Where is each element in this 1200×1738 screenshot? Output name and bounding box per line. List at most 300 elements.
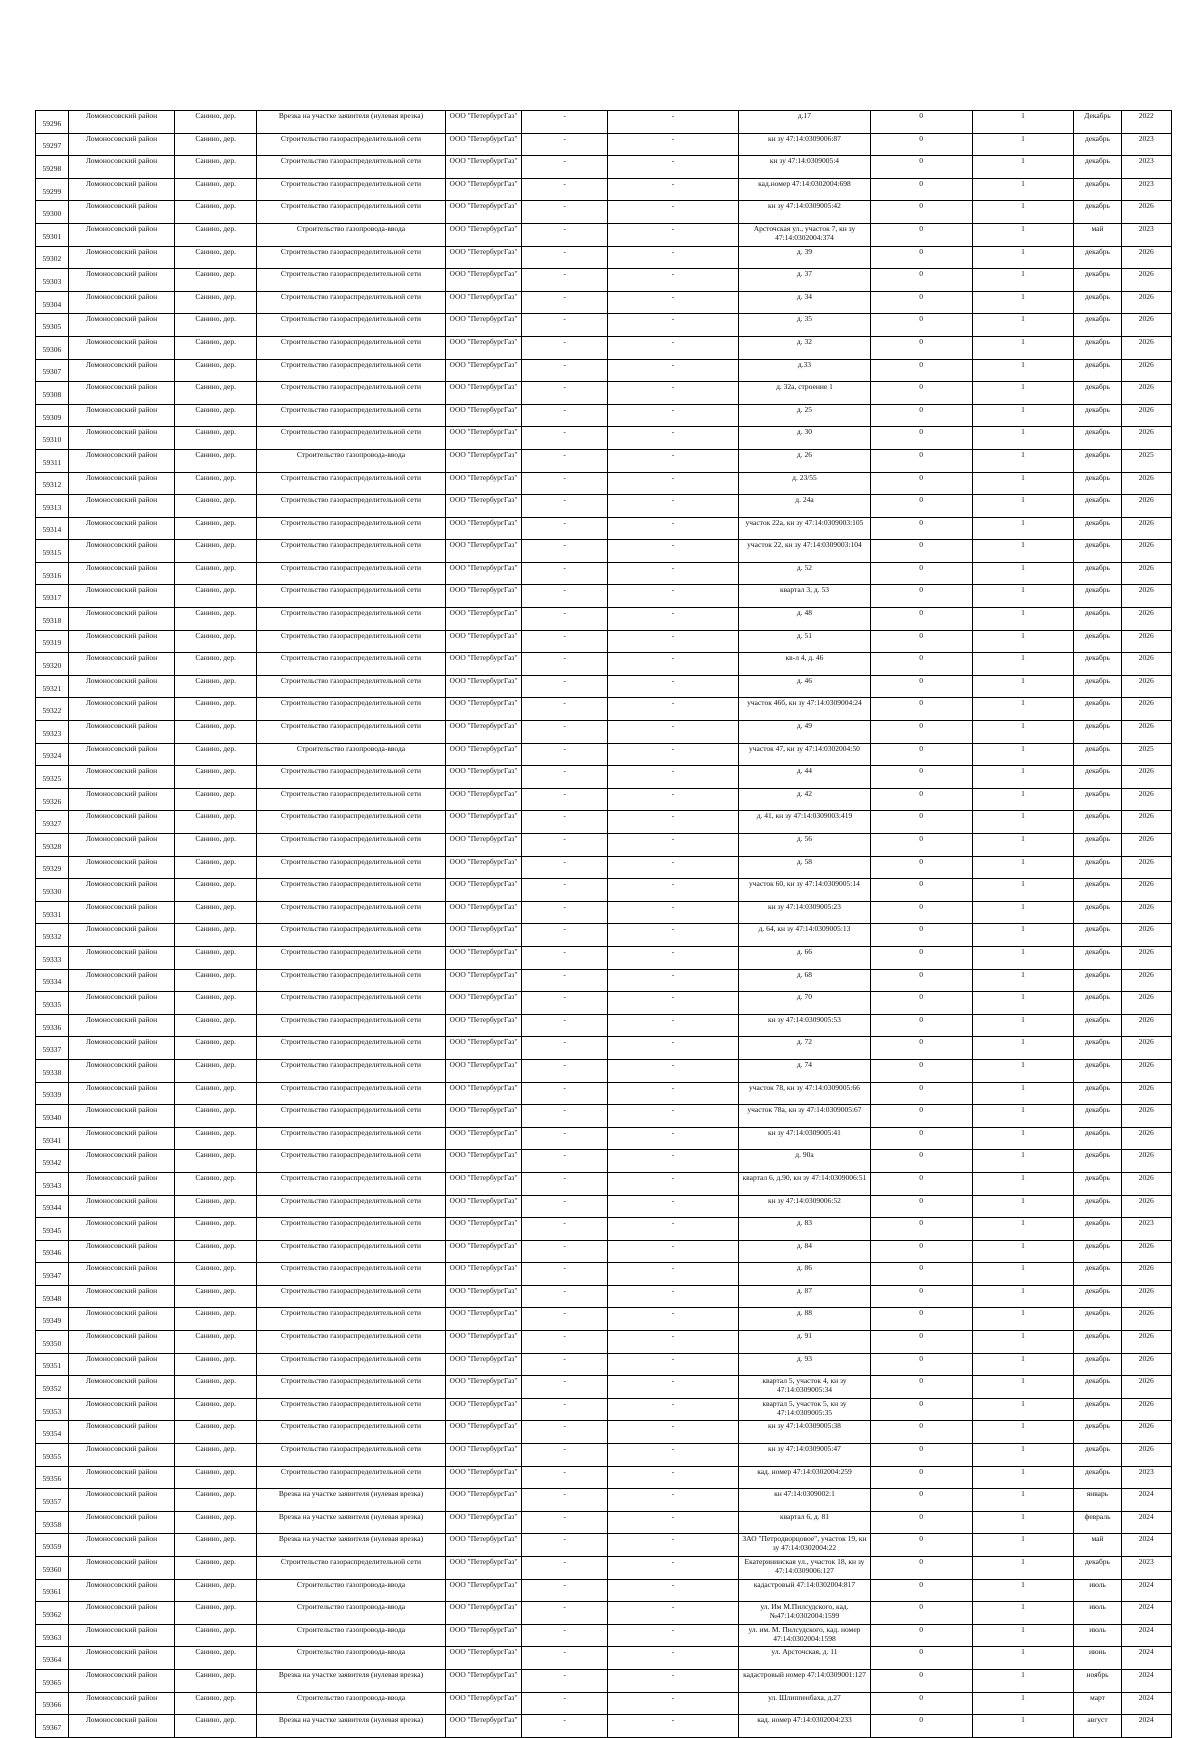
value-zero-cell: 0 — [870, 1353, 972, 1376]
address-cell: участок 47, кн зу 47:14:0302004:50 — [739, 743, 870, 766]
settlement-cell: Санино, дер. — [175, 1466, 257, 1489]
district-cell: Ломоносовский район — [68, 879, 174, 902]
value-zero-cell: 0 — [870, 1602, 972, 1625]
value-one-cell: 1 — [972, 1285, 1074, 1308]
address-cell: д. 32 — [739, 336, 870, 359]
address-cell: ул. Шлиппенбаха, д.27 — [739, 1692, 870, 1715]
row-number-cell: 59335 — [36, 992, 69, 1015]
value-one-cell: 1 — [972, 856, 1074, 879]
table-row — [36, 992, 1172, 1015]
work-type-cell: Строительство газораспределительной сети — [257, 698, 445, 721]
settlement-cell: Санино, дер. — [175, 1014, 257, 1037]
settlement-cell: Санино, дер. — [175, 1331, 257, 1354]
value-one-cell: 1 — [972, 811, 1074, 834]
district-cell: Ломоносовский район — [68, 1150, 174, 1173]
table-row — [36, 517, 1172, 540]
organization-cell: ООО "ПетербургГаз" — [445, 156, 522, 179]
district-cell: Ломоносовский район — [68, 743, 174, 766]
organization-cell: ООО "ПетербургГаз" — [445, 495, 522, 518]
value-zero-cell: 0 — [870, 1624, 972, 1647]
organization-cell: ООО "ПетербургГаз" — [445, 721, 522, 744]
table-row — [36, 1331, 1172, 1354]
dash-col-b-cell: - — [607, 156, 738, 179]
district-cell: Ломоносовский район — [68, 969, 174, 992]
settlement-cell: Санино, дер. — [175, 1059, 257, 1082]
settlement-cell: Санино, дер. — [175, 336, 257, 359]
dash-col-a-cell: - — [522, 721, 607, 744]
dash-col-a-cell: - — [522, 969, 607, 992]
district-cell: Ломоносовский район — [68, 1602, 174, 1625]
month-cell: декабрь — [1074, 743, 1121, 766]
row-number-cell: 59311 — [36, 449, 69, 472]
value-zero-cell: 0 — [870, 359, 972, 382]
organization-cell: ООО "ПетербургГаз" — [445, 472, 522, 495]
table-row — [36, 811, 1172, 834]
value-one-cell: 1 — [972, 246, 1074, 269]
settlement-cell: Санино, дер. — [175, 540, 257, 563]
district-cell: Ломоносовский район — [68, 449, 174, 472]
value-zero-cell: 0 — [870, 540, 972, 563]
value-zero-cell: 0 — [870, 1195, 972, 1218]
district-cell: Ломоносовский район — [68, 336, 174, 359]
year-cell: 2026 — [1121, 1014, 1171, 1037]
settlement-cell: Санино, дер. — [175, 1172, 257, 1195]
work-type-cell: Строительство газораспределительной сети — [257, 1105, 445, 1128]
address-cell: д. 48 — [739, 608, 870, 631]
value-one-cell: 1 — [972, 834, 1074, 857]
address-cell: участок 46б, кн зу 47:14:0309004:24 — [739, 698, 870, 721]
address-cell: д. 93 — [739, 1353, 870, 1376]
dash-col-b-cell: - — [607, 1082, 738, 1105]
row-number-cell: 59364 — [36, 1647, 69, 1670]
dash-col-a-cell: - — [522, 811, 607, 834]
dash-col-a-cell: - — [522, 1466, 607, 1489]
dash-col-a-cell: - — [522, 1240, 607, 1263]
address-cell: д. 90а — [739, 1150, 870, 1173]
month-cell: декабрь — [1074, 246, 1121, 269]
value-one-cell: 1 — [972, 1376, 1074, 1399]
row-number-cell: 59301 — [36, 223, 69, 246]
work-type-cell: Строительство газораспределительной сети — [257, 1308, 445, 1331]
work-type-cell: Строительство газораспределительной сети — [257, 630, 445, 653]
address-cell: кн зу 47:14:0309005:47 — [739, 1444, 870, 1467]
organization-cell: ООО "ПетербургГаз" — [445, 811, 522, 834]
value-zero-cell: 0 — [870, 1421, 972, 1444]
dash-col-a-cell: - — [522, 1285, 607, 1308]
organization-cell: ООО "ПетербургГаз" — [445, 1037, 522, 1060]
dash-col-a-cell: - — [522, 178, 607, 201]
year-cell: 2026 — [1121, 766, 1171, 789]
value-zero-cell: 0 — [870, 404, 972, 427]
organization-cell: ООО "ПетербургГаз" — [445, 1602, 522, 1625]
value-one-cell: 1 — [972, 585, 1074, 608]
value-zero-cell: 0 — [870, 1308, 972, 1331]
month-cell: декабрь — [1074, 1331, 1121, 1354]
row-number-cell: 59337 — [36, 1037, 69, 1060]
organization-cell: ООО "ПетербургГаз" — [445, 1127, 522, 1150]
organization-cell: ООО "ПетербургГаз" — [445, 111, 522, 134]
dash-col-b-cell: - — [607, 246, 738, 269]
settlement-cell: Санино, дер. — [175, 630, 257, 653]
value-one-cell: 1 — [972, 1511, 1074, 1534]
dash-col-a-cell: - — [522, 291, 607, 314]
dash-col-b-cell: - — [607, 901, 738, 924]
address-cell: кв-л 4, д. 46 — [739, 653, 870, 676]
year-cell: 2023 — [1121, 133, 1171, 156]
month-cell: декабрь — [1074, 1557, 1121, 1580]
table-row — [36, 133, 1172, 156]
value-one-cell: 1 — [972, 1669, 1074, 1692]
address-cell: д. 68 — [739, 969, 870, 992]
value-one-cell: 1 — [972, 1421, 1074, 1444]
work-type-cell: Строительство газораспределительной сети — [257, 1466, 445, 1489]
table-row — [36, 969, 1172, 992]
dash-col-b-cell: - — [607, 766, 738, 789]
address-cell: кн 47:14:0309002:1 — [739, 1489, 870, 1512]
month-cell: декабрь — [1074, 1082, 1121, 1105]
work-type-cell: Строительство газораспределительной сети — [257, 1218, 445, 1241]
row-number-cell: 59299 — [36, 178, 69, 201]
table-row — [36, 562, 1172, 585]
settlement-cell: Санино, дер. — [175, 314, 257, 337]
value-zero-cell: 0 — [870, 901, 972, 924]
district-cell: Ломоносовский район — [68, 1285, 174, 1308]
organization-cell: ООО "ПетербургГаз" — [445, 1331, 522, 1354]
month-cell: июнь — [1074, 1647, 1121, 1670]
value-zero-cell: 0 — [870, 1557, 972, 1580]
year-cell: 2026 — [1121, 608, 1171, 631]
work-type-cell: Строительство газораспределительной сети — [257, 336, 445, 359]
settlement-cell: Санино, дер. — [175, 1195, 257, 1218]
dash-col-b-cell: - — [607, 178, 738, 201]
work-type-cell: Строительство газораспределительной сети — [257, 1240, 445, 1263]
address-cell: д.33 — [739, 359, 870, 382]
district-cell: Ломоносовский район — [68, 992, 174, 1015]
dash-col-b-cell: - — [607, 653, 738, 676]
address-cell: д. 52 — [739, 562, 870, 585]
value-zero-cell: 0 — [870, 1669, 972, 1692]
year-cell: 2024 — [1121, 1715, 1171, 1738]
value-one-cell: 1 — [972, 336, 1074, 359]
dash-col-b-cell: - — [607, 1105, 738, 1128]
year-cell: 2026 — [1121, 585, 1171, 608]
work-type-cell: Строительство газораспределительной сети — [257, 382, 445, 405]
dash-col-b-cell: - — [607, 969, 738, 992]
district-cell: Ломоносовский район — [68, 675, 174, 698]
value-one-cell: 1 — [972, 111, 1074, 134]
value-one-cell: 1 — [972, 1624, 1074, 1647]
organization-cell: ООО "ПетербургГаз" — [445, 788, 522, 811]
month-cell: декабрь — [1074, 1105, 1121, 1128]
value-one-cell: 1 — [972, 1127, 1074, 1150]
address-cell: Арсточская ул., участок 7, кн зу 47:14:0302004:374 — [739, 223, 870, 246]
organization-cell: ООО "ПетербургГаз" — [445, 359, 522, 382]
month-cell: декабрь — [1074, 269, 1121, 292]
address-cell: д. 37 — [739, 269, 870, 292]
work-type-cell: Строительство газопровода-ввода — [257, 1647, 445, 1670]
value-zero-cell: 0 — [870, 336, 972, 359]
work-type-cell: Строительство газораспределительной сети — [257, 1421, 445, 1444]
row-number-cell: 59322 — [36, 698, 69, 721]
dash-col-b-cell: - — [607, 1195, 738, 1218]
dash-col-b-cell: - — [607, 223, 738, 246]
row-number-cell: 59360 — [36, 1557, 69, 1580]
year-cell: 2026 — [1121, 201, 1171, 224]
value-one-cell: 1 — [972, 404, 1074, 427]
settlement-cell: Санино, дер. — [175, 946, 257, 969]
address-cell: ул. Им М.Пилсудского, кад. №47:14:0302004:1599 — [739, 1602, 870, 1625]
dash-col-b-cell: - — [607, 1127, 738, 1150]
dash-col-a-cell: - — [522, 1353, 607, 1376]
month-cell: ноябрь — [1074, 1669, 1121, 1692]
table-row — [36, 743, 1172, 766]
table-row — [36, 1218, 1172, 1241]
year-cell: 2026 — [1121, 1285, 1171, 1308]
year-cell: 2023 — [1121, 178, 1171, 201]
month-cell: декабрь — [1074, 517, 1121, 540]
table-row — [36, 1647, 1172, 1670]
dash-col-b-cell: - — [607, 946, 738, 969]
value-one-cell: 1 — [972, 449, 1074, 472]
value-zero-cell: 0 — [870, 1647, 972, 1670]
year-cell: 2026 — [1121, 246, 1171, 269]
value-zero-cell: 0 — [870, 1014, 972, 1037]
address-cell: д. 23/55 — [739, 472, 870, 495]
table-row — [36, 1376, 1172, 1399]
value-zero-cell: 0 — [870, 223, 972, 246]
settlement-cell: Санино, дер. — [175, 359, 257, 382]
address-cell: кн зу 47:14:0309006:87 — [739, 133, 870, 156]
month-cell: декабрь — [1074, 1127, 1121, 1150]
address-cell: квартал 5, участок 4, кн зу 47:14:0309005:34 — [739, 1376, 870, 1399]
dash-col-b-cell: - — [607, 382, 738, 405]
value-zero-cell: 0 — [870, 1218, 972, 1241]
work-type-cell: Строительство газораспределительной сети — [257, 1037, 445, 1060]
settlement-cell: Санино, дер. — [175, 111, 257, 134]
settlement-cell: Санино, дер. — [175, 1624, 257, 1647]
dash-col-a-cell: - — [522, 1489, 607, 1512]
settlement-cell: Санино, дер. — [175, 1398, 257, 1421]
dash-col-a-cell: - — [522, 879, 607, 902]
month-cell: декабрь — [1074, 630, 1121, 653]
dash-col-a-cell: - — [522, 427, 607, 450]
work-type-cell: Врезка на участке заявителя (нулевая врезка) — [257, 111, 445, 134]
dash-col-a-cell: - — [522, 1014, 607, 1037]
row-number-cell: 59333 — [36, 946, 69, 969]
organization-cell: ООО "ПетербургГаз" — [445, 1285, 522, 1308]
value-one-cell: 1 — [972, 698, 1074, 721]
month-cell: Декабрь — [1074, 111, 1121, 134]
table-row — [36, 291, 1172, 314]
row-number-cell: 59346 — [36, 1240, 69, 1263]
settlement-cell: Санино, дер. — [175, 427, 257, 450]
value-zero-cell: 0 — [870, 1240, 972, 1263]
value-zero-cell: 0 — [870, 608, 972, 631]
dash-col-b-cell: - — [607, 1579, 738, 1602]
district-cell: Ломоносовский район — [68, 111, 174, 134]
row-number-cell: 59313 — [36, 495, 69, 518]
address-cell: д. 30 — [739, 427, 870, 450]
organization-cell: ООО "ПетербургГаз" — [445, 1692, 522, 1715]
value-zero-cell: 0 — [870, 427, 972, 450]
organization-cell: ООО "ПетербургГаз" — [445, 1172, 522, 1195]
work-type-cell: Строительство газораспределительной сети — [257, 201, 445, 224]
row-number-cell: 59316 — [36, 562, 69, 585]
year-cell: 2023 — [1121, 223, 1171, 246]
dash-col-a-cell: - — [522, 1172, 607, 1195]
settlement-cell: Санино, дер. — [175, 1353, 257, 1376]
district-cell: Ломоносовский район — [68, 1376, 174, 1399]
month-cell: декабрь — [1074, 156, 1121, 179]
settlement-cell: Санино, дер. — [175, 1489, 257, 1512]
dash-col-a-cell: - — [522, 495, 607, 518]
year-cell: 2026 — [1121, 1127, 1171, 1150]
year-cell: 2026 — [1121, 1398, 1171, 1421]
month-cell: декабрь — [1074, 766, 1121, 789]
table-row — [36, 788, 1172, 811]
year-cell: 2025 — [1121, 449, 1171, 472]
address-cell: кад.номер 47:14:0302004:698 — [739, 178, 870, 201]
work-type-cell: Строительство газораспределительной сети — [257, 517, 445, 540]
dash-col-a-cell: - — [522, 1218, 607, 1241]
year-cell: 2023 — [1121, 1557, 1171, 1580]
row-number-cell: 59317 — [36, 585, 69, 608]
work-type-cell: Строительство газораспределительной сети — [257, 992, 445, 1015]
district-cell: Ломоносовский район — [68, 698, 174, 721]
year-cell: 2026 — [1121, 992, 1171, 1015]
value-one-cell: 1 — [972, 901, 1074, 924]
table-row — [36, 201, 1172, 224]
settlement-cell: Санино, дер. — [175, 924, 257, 947]
row-number-cell: 59298 — [36, 156, 69, 179]
settlement-cell: Санино, дер. — [175, 811, 257, 834]
value-zero-cell: 0 — [870, 517, 972, 540]
work-type-cell: Строительство газораспределительной сети — [257, 1082, 445, 1105]
dash-col-b-cell: - — [607, 291, 738, 314]
dash-col-a-cell: - — [522, 675, 607, 698]
row-number-cell: 59349 — [36, 1308, 69, 1331]
value-one-cell: 1 — [972, 517, 1074, 540]
value-one-cell: 1 — [972, 1715, 1074, 1738]
table-row — [36, 1037, 1172, 1060]
work-type-cell: Строительство газораспределительной сети — [257, 246, 445, 269]
work-type-cell: Строительство газораспределительной сети — [257, 562, 445, 585]
value-one-cell: 1 — [972, 1331, 1074, 1354]
dash-col-b-cell: - — [607, 1376, 738, 1399]
dash-col-b-cell: - — [607, 111, 738, 134]
work-type-cell: Строительство газораспределительной сети — [257, 359, 445, 382]
district-cell: Ломоносовский район — [68, 630, 174, 653]
table-row — [36, 1195, 1172, 1218]
dash-col-b-cell: - — [607, 1715, 738, 1738]
table-row — [36, 1014, 1172, 1037]
row-number-cell: 59340 — [36, 1105, 69, 1128]
year-cell: 2026 — [1121, 1421, 1171, 1444]
dash-col-b-cell: - — [607, 359, 738, 382]
district-cell: Ломоносовский район — [68, 585, 174, 608]
dash-col-b-cell: - — [607, 449, 738, 472]
organization-cell: ООО "ПетербургГаз" — [445, 1240, 522, 1263]
work-type-cell: Строительство газораспределительной сети — [257, 1195, 445, 1218]
settlement-cell: Санино, дер. — [175, 1263, 257, 1286]
organization-cell: ООО "ПетербургГаз" — [445, 992, 522, 1015]
district-cell: Ломоносовский район — [68, 901, 174, 924]
dash-col-b-cell: - — [607, 540, 738, 563]
table-row — [36, 766, 1172, 789]
dash-col-a-cell: - — [522, 133, 607, 156]
table-row — [36, 698, 1172, 721]
year-cell: 2026 — [1121, 924, 1171, 947]
dash-col-b-cell: - — [607, 992, 738, 1015]
dash-col-b-cell: - — [607, 1014, 738, 1037]
row-number-cell: 59327 — [36, 811, 69, 834]
dash-col-a-cell: - — [522, 472, 607, 495]
address-cell: кн зу 47:14:0309005:41 — [739, 1127, 870, 1150]
work-type-cell: Строительство газораспределительной сети — [257, 495, 445, 518]
year-cell: 2026 — [1121, 811, 1171, 834]
table-row — [36, 1466, 1172, 1489]
dash-col-b-cell: - — [607, 1263, 738, 1286]
value-one-cell: 1 — [972, 1059, 1074, 1082]
table-row — [36, 1421, 1172, 1444]
value-zero-cell: 0 — [870, 743, 972, 766]
settlement-cell: Санино, дер. — [175, 246, 257, 269]
work-type-cell: Строительство газораспределительной сети — [257, 404, 445, 427]
dash-col-b-cell: - — [607, 1534, 738, 1557]
district-cell: Ломоносовский район — [68, 1037, 174, 1060]
value-one-cell: 1 — [972, 1647, 1074, 1670]
year-cell: 2026 — [1121, 269, 1171, 292]
value-one-cell: 1 — [972, 495, 1074, 518]
row-number-cell: 59359 — [36, 1534, 69, 1557]
month-cell: май — [1074, 1534, 1121, 1557]
value-zero-cell: 0 — [870, 1489, 972, 1512]
table-row — [36, 1150, 1172, 1173]
settlement-cell: Санино, дер. — [175, 1669, 257, 1692]
table-row — [36, 1557, 1172, 1580]
district-cell: Ломоносовский район — [68, 427, 174, 450]
table-row — [36, 653, 1172, 676]
organization-cell: ООО "ПетербургГаз" — [445, 766, 522, 789]
table-row — [36, 1172, 1172, 1195]
value-one-cell: 1 — [972, 608, 1074, 631]
table-row — [36, 111, 1172, 134]
work-type-cell: Строительство газораспределительной сети — [257, 1127, 445, 1150]
address-cell: кад. номер 47:14:0302004:259 — [739, 1466, 870, 1489]
organization-cell: ООО "ПетербургГаз" — [445, 653, 522, 676]
district-cell: Ломоносовский район — [68, 223, 174, 246]
address-cell: кн зу 47:14:0309005:53 — [739, 1014, 870, 1037]
address-cell: ЗАО "Петродворцовое", участок 19, кн зу 47:14:0302004:22 — [739, 1534, 870, 1557]
row-number-cell: 59300 — [36, 201, 69, 224]
address-cell: д. 49 — [739, 721, 870, 744]
value-one-cell: 1 — [972, 1037, 1074, 1060]
settlement-cell: Санино, дер. — [175, 291, 257, 314]
dash-col-b-cell: - — [607, 630, 738, 653]
row-number-cell: 59325 — [36, 766, 69, 789]
dash-col-b-cell: - — [607, 427, 738, 450]
district-cell: Ломоносовский район — [68, 1579, 174, 1602]
month-cell: декабрь — [1074, 314, 1121, 337]
work-type-cell: Строительство газораспределительной сети — [257, 811, 445, 834]
month-cell: июль — [1074, 1579, 1121, 1602]
address-cell: д. 87 — [739, 1285, 870, 1308]
address-cell: д. 41, кн зу 47:14:0309003:419 — [739, 811, 870, 834]
dash-col-a-cell: - — [522, 1534, 607, 1557]
work-type-cell: Строительство газораспределительной сети — [257, 901, 445, 924]
settlement-cell: Санино, дер. — [175, 969, 257, 992]
dash-col-a-cell: - — [522, 1602, 607, 1625]
